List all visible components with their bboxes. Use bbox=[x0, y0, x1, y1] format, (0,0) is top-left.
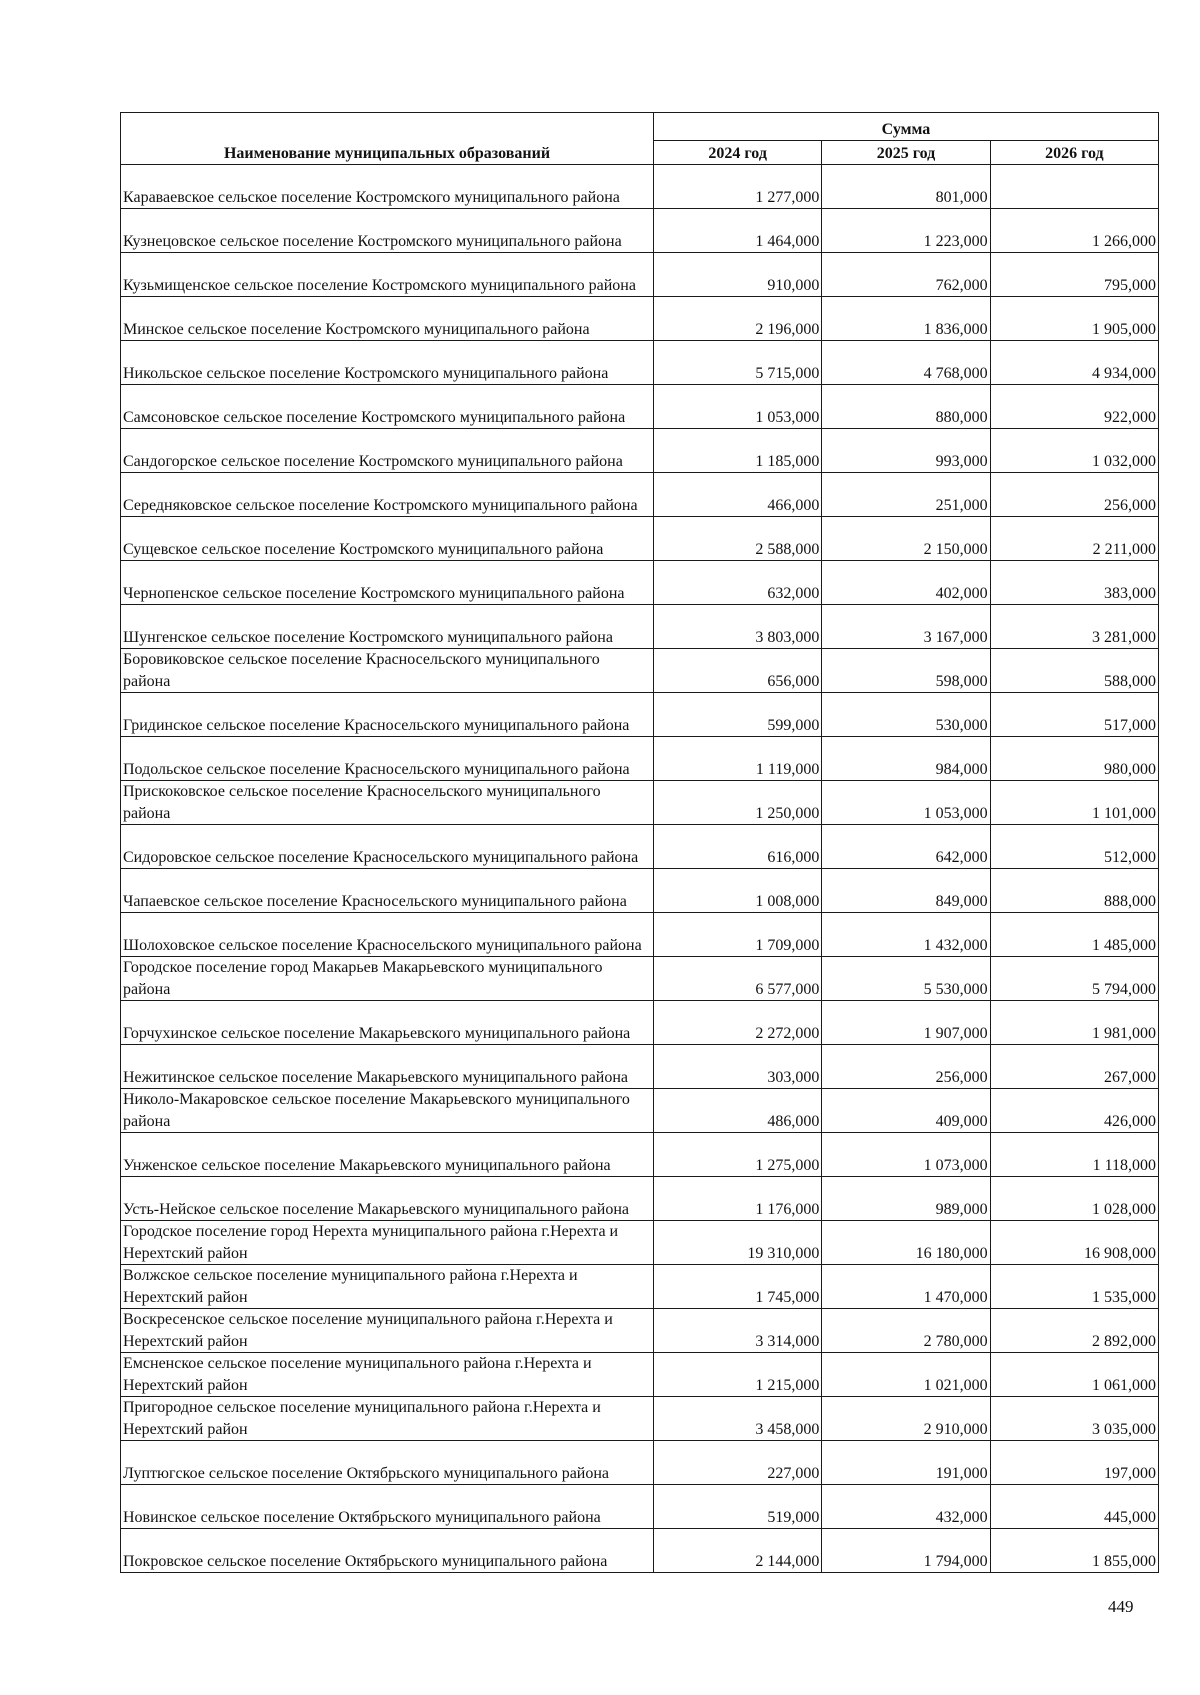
amount-2025-cell: 880,000 bbox=[822, 385, 990, 429]
amount-2024-cell: 1 275,000 bbox=[654, 1133, 822, 1177]
municipality-name-cell: Сандогорское сельское поселение Костромского муниципального района bbox=[121, 429, 654, 473]
table-row bbox=[121, 1045, 1159, 1089]
municipality-name-cell: Шолоховское сельское поселение Красносельского муниципального района bbox=[121, 913, 654, 957]
amount-2026-cell: 16 908,000 bbox=[990, 1221, 1158, 1265]
amount-2026-cell: 2 892,000 bbox=[990, 1309, 1158, 1353]
table-row bbox=[121, 1221, 1159, 1265]
table-row bbox=[121, 957, 1159, 1001]
amount-2024-cell: 632,000 bbox=[654, 561, 822, 605]
municipality-name-cell: Волжское сельское поселение муниципального района г.Нерехта и Нерехтский район bbox=[121, 1265, 654, 1309]
amount-2024-cell: 227,000 bbox=[654, 1441, 822, 1485]
table-row bbox=[121, 825, 1159, 869]
amount-2025-cell: 1 073,000 bbox=[822, 1133, 990, 1177]
municipality-name-cell: Минское сельское поселение Костромского муниципального района bbox=[121, 297, 654, 341]
header-year-2025: 2025 год bbox=[822, 141, 990, 165]
document-sheet bbox=[120, 112, 1159, 1573]
amount-2024-cell: 519,000 bbox=[654, 1485, 822, 1529]
amount-2024-cell: 1 464,000 bbox=[654, 209, 822, 253]
amount-2025-cell: 989,000 bbox=[822, 1177, 990, 1221]
amount-2025-cell: 2 780,000 bbox=[822, 1309, 990, 1353]
municipality-name-cell: Воскресенское сельское поселение муниципального района г.Нерехта и Нерехтский район bbox=[121, 1309, 654, 1353]
amount-2026-cell: 1 485,000 bbox=[990, 913, 1158, 957]
amount-2025-cell: 801,000 bbox=[822, 165, 990, 209]
amount-2024-cell: 1 176,000 bbox=[654, 1177, 822, 1221]
amount-2024-cell: 1 709,000 bbox=[654, 913, 822, 957]
header-sum-column: Сумма bbox=[654, 113, 1159, 141]
amount-2024-cell: 303,000 bbox=[654, 1045, 822, 1089]
amount-2024-cell: 1 250,000 bbox=[654, 781, 822, 825]
municipality-name-cell: Самсоновское сельское поселение Костромского муниципального района bbox=[121, 385, 654, 429]
table-header bbox=[121, 113, 1159, 165]
amount-2024-cell: 6 577,000 bbox=[654, 957, 822, 1001]
amount-2025-cell: 2 150,000 bbox=[822, 517, 990, 561]
table-row bbox=[121, 165, 1159, 209]
table-row bbox=[121, 605, 1159, 649]
amount-2026-cell: 1 028,000 bbox=[990, 1177, 1158, 1221]
amount-2024-cell: 3 458,000 bbox=[654, 1397, 822, 1441]
amount-2025-cell: 1 907,000 bbox=[822, 1001, 990, 1045]
amount-2026-cell: 4 934,000 bbox=[990, 341, 1158, 385]
amount-2026-cell: 1 981,000 bbox=[990, 1001, 1158, 1045]
amount-2024-cell: 486,000 bbox=[654, 1089, 822, 1133]
municipality-name-cell: Кузьмищенское сельское поселение Костромского муниципального района bbox=[121, 253, 654, 297]
amount-2024-cell: 1 008,000 bbox=[654, 869, 822, 913]
municipality-name-cell: Подольское сельское поселение Красносельского муниципального района bbox=[121, 737, 654, 781]
amount-2026-cell: 1 266,000 bbox=[990, 209, 1158, 253]
amount-2026-cell: 1 905,000 bbox=[990, 297, 1158, 341]
municipality-name-cell: Караваевское сельское поселение Костромского муниципального района bbox=[121, 165, 654, 209]
table-row bbox=[121, 737, 1159, 781]
amount-2024-cell: 2 272,000 bbox=[654, 1001, 822, 1045]
amount-2024-cell: 1 185,000 bbox=[654, 429, 822, 473]
amount-2026-cell: 795,000 bbox=[990, 253, 1158, 297]
amount-2024-cell: 466,000 bbox=[654, 473, 822, 517]
table-row bbox=[121, 869, 1159, 913]
amount-2025-cell: 432,000 bbox=[822, 1485, 990, 1529]
table-row bbox=[121, 1001, 1159, 1045]
table-row bbox=[121, 385, 1159, 429]
table-row bbox=[121, 253, 1159, 297]
table-row bbox=[121, 429, 1159, 473]
amount-2025-cell: 984,000 bbox=[822, 737, 990, 781]
amount-2024-cell: 1 053,000 bbox=[654, 385, 822, 429]
amount-2026-cell bbox=[990, 165, 1158, 209]
municipality-name-cell: Никольское сельское поселение Костромского муниципального района bbox=[121, 341, 654, 385]
amount-2026-cell: 980,000 bbox=[990, 737, 1158, 781]
table-row bbox=[121, 1265, 1159, 1309]
amount-2025-cell: 1 470,000 bbox=[822, 1265, 990, 1309]
amount-2024-cell: 19 310,000 bbox=[654, 1221, 822, 1265]
amount-2024-cell: 2 588,000 bbox=[654, 517, 822, 561]
municipality-name-cell: Чернопенское сельское поселение Костромского муниципального района bbox=[121, 561, 654, 605]
amount-2026-cell: 1 061,000 bbox=[990, 1353, 1158, 1397]
header-year-2026: 2026 год bbox=[990, 141, 1158, 165]
amount-2024-cell: 1 119,000 bbox=[654, 737, 822, 781]
amount-2026-cell: 517,000 bbox=[990, 693, 1158, 737]
amount-2024-cell: 910,000 bbox=[654, 253, 822, 297]
table-row bbox=[121, 1397, 1159, 1441]
table-row bbox=[121, 1485, 1159, 1529]
table-row bbox=[121, 649, 1159, 693]
municipality-name-cell: Горчухинское сельское поселение Макарьевского муниципального района bbox=[121, 1001, 654, 1045]
amount-2024-cell: 5 715,000 bbox=[654, 341, 822, 385]
amount-2026-cell: 445,000 bbox=[990, 1485, 1158, 1529]
amount-2025-cell: 402,000 bbox=[822, 561, 990, 605]
amount-2026-cell: 588,000 bbox=[990, 649, 1158, 693]
amount-2026-cell: 256,000 bbox=[990, 473, 1158, 517]
amount-2026-cell: 267,000 bbox=[990, 1045, 1158, 1089]
amount-2026-cell: 512,000 bbox=[990, 825, 1158, 869]
amount-2026-cell: 383,000 bbox=[990, 561, 1158, 605]
amount-2025-cell: 849,000 bbox=[822, 869, 990, 913]
header-name-column: Наименование муниципальных образований bbox=[121, 113, 654, 165]
municipality-name-cell: Городское поселение город Макарьев Макарьевского муниципального района bbox=[121, 957, 654, 1001]
amount-2025-cell: 642,000 bbox=[822, 825, 990, 869]
municipality-name-cell: Сидоровское сельское поселение Красносельского муниципального района bbox=[121, 825, 654, 869]
table-row bbox=[121, 781, 1159, 825]
table-row bbox=[121, 561, 1159, 605]
amount-2024-cell: 1 745,000 bbox=[654, 1265, 822, 1309]
amount-2025-cell: 762,000 bbox=[822, 253, 990, 297]
table-row bbox=[121, 297, 1159, 341]
amount-2026-cell: 922,000 bbox=[990, 385, 1158, 429]
table-row bbox=[121, 1133, 1159, 1177]
amount-2025-cell: 530,000 bbox=[822, 693, 990, 737]
amount-2026-cell: 1 032,000 bbox=[990, 429, 1158, 473]
municipality-name-cell: Середняковское сельское поселение Костромского муниципального района bbox=[121, 473, 654, 517]
amount-2026-cell: 2 211,000 bbox=[990, 517, 1158, 561]
amount-2024-cell: 616,000 bbox=[654, 825, 822, 869]
amount-2025-cell: 1 021,000 bbox=[822, 1353, 990, 1397]
table-row bbox=[121, 1089, 1159, 1133]
amount-2026-cell: 3 281,000 bbox=[990, 605, 1158, 649]
table-row bbox=[121, 1529, 1159, 1573]
municipality-name-cell: Николо-Макаровское сельское поселение Макарьевского муниципального района bbox=[121, 1089, 654, 1133]
municipality-name-cell: Кузнецовское сельское поселение Костромского муниципального района bbox=[121, 209, 654, 253]
municipality-name-cell: Емсненское сельское поселение муниципального района г.Нерехта и Нерехтский район bbox=[121, 1353, 654, 1397]
amount-2026-cell: 1 118,000 bbox=[990, 1133, 1158, 1177]
amount-2025-cell: 1 836,000 bbox=[822, 297, 990, 341]
amount-2024-cell: 1 215,000 bbox=[654, 1353, 822, 1397]
table-row bbox=[121, 1309, 1159, 1353]
amount-2024-cell: 656,000 bbox=[654, 649, 822, 693]
amount-2025-cell: 3 167,000 bbox=[822, 605, 990, 649]
municipality-name-cell: Боровиковское сельское поселение Красносельского муниципального района bbox=[121, 649, 654, 693]
header-year-2024: 2024 год bbox=[654, 141, 822, 165]
municipality-name-cell: Нежитинское сельское поселение Макарьевского муниципального района bbox=[121, 1045, 654, 1089]
amount-2025-cell: 4 768,000 bbox=[822, 341, 990, 385]
budget-table bbox=[120, 112, 1159, 1573]
amount-2026-cell: 3 035,000 bbox=[990, 1397, 1158, 1441]
amount-2026-cell: 888,000 bbox=[990, 869, 1158, 913]
amount-2024-cell: 599,000 bbox=[654, 693, 822, 737]
amount-2025-cell: 993,000 bbox=[822, 429, 990, 473]
municipality-name-cell: Покровское сельское поселение Октябрьского муниципального района bbox=[121, 1529, 654, 1573]
amount-2025-cell: 598,000 bbox=[822, 649, 990, 693]
amount-2024-cell: 3 803,000 bbox=[654, 605, 822, 649]
table-row bbox=[121, 693, 1159, 737]
table-row bbox=[121, 473, 1159, 517]
amount-2025-cell: 16 180,000 bbox=[822, 1221, 990, 1265]
amount-2024-cell: 2 144,000 bbox=[654, 1529, 822, 1573]
amount-2025-cell: 191,000 bbox=[822, 1441, 990, 1485]
municipality-name-cell: Гридинское сельское поселение Красносельского муниципального района bbox=[121, 693, 654, 737]
amount-2026-cell: 426,000 bbox=[990, 1089, 1158, 1133]
municipality-name-cell: Прискоковское сельское поселение Красносельского муниципального района bbox=[121, 781, 654, 825]
municipality-name-cell: Шунгенское сельское поселение Костромского муниципального района bbox=[121, 605, 654, 649]
municipality-name-cell: Новинское сельское поселение Октябрьского муниципального района bbox=[121, 1485, 654, 1529]
amount-2025-cell: 1 223,000 bbox=[822, 209, 990, 253]
amount-2026-cell: 1 535,000 bbox=[990, 1265, 1158, 1309]
amount-2025-cell: 2 910,000 bbox=[822, 1397, 990, 1441]
municipality-name-cell: Унженское сельское поселение Макарьевского муниципального района bbox=[121, 1133, 654, 1177]
municipality-name-cell: Городское поселение город Нерехта муниципального района г.Нерехта и Нерехтский район bbox=[121, 1221, 654, 1265]
municipality-name-cell: Пригородное сельское поселение муниципального района г.Нерехта и Нерехтский район bbox=[121, 1397, 654, 1441]
table-row bbox=[121, 341, 1159, 385]
amount-2026-cell: 197,000 bbox=[990, 1441, 1158, 1485]
amount-2026-cell: 5 794,000 bbox=[990, 957, 1158, 1001]
amount-2026-cell: 1 101,000 bbox=[990, 781, 1158, 825]
table-row bbox=[121, 209, 1159, 253]
table-row bbox=[121, 1177, 1159, 1221]
amount-2026-cell: 1 855,000 bbox=[990, 1529, 1158, 1573]
amount-2024-cell: 1 277,000 bbox=[654, 165, 822, 209]
table-row bbox=[121, 517, 1159, 561]
table-body bbox=[121, 165, 1159, 1573]
municipality-name-cell: Луптюгское сельское поселение Октябрьского муниципального района bbox=[121, 1441, 654, 1485]
amount-2025-cell: 1 794,000 bbox=[822, 1529, 990, 1573]
amount-2024-cell: 2 196,000 bbox=[654, 297, 822, 341]
amount-2025-cell: 5 530,000 bbox=[822, 957, 990, 1001]
amount-2025-cell: 256,000 bbox=[822, 1045, 990, 1089]
amount-2025-cell: 409,000 bbox=[822, 1089, 990, 1133]
page-number: 449 bbox=[1108, 1597, 1134, 1616]
table-row bbox=[121, 1353, 1159, 1397]
amount-2025-cell: 251,000 bbox=[822, 473, 990, 517]
municipality-name-cell: Усть-Нейское сельское поселение Макарьевского муниципального района bbox=[121, 1177, 654, 1221]
amount-2025-cell: 1 432,000 bbox=[822, 913, 990, 957]
table-row bbox=[121, 1441, 1159, 1485]
amount-2024-cell: 3 314,000 bbox=[654, 1309, 822, 1353]
amount-2025-cell: 1 053,000 bbox=[822, 781, 990, 825]
municipality-name-cell: Чапаевское сельское поселение Красносельского муниципального района bbox=[121, 869, 654, 913]
municipality-name-cell: Сущевское сельское поселение Костромского муниципального района bbox=[121, 517, 654, 561]
table-row bbox=[121, 913, 1159, 957]
